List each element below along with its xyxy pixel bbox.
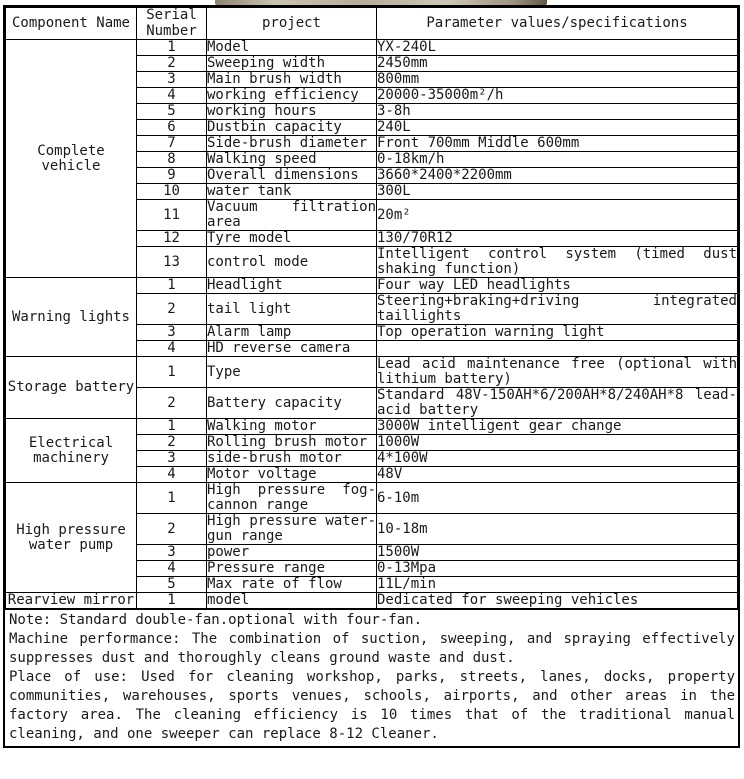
serial-number-cell: 2 bbox=[137, 56, 207, 72]
project-cell: water tank bbox=[207, 184, 377, 200]
notes-section bbox=[5, 609, 738, 746]
parameter-value-cell: 20m² bbox=[377, 200, 738, 231]
serial-number-cell: 2 bbox=[137, 514, 207, 545]
spec-row bbox=[6, 483, 738, 514]
project-cell: Max rate of flow bbox=[207, 577, 377, 593]
serial-number-cell: 8 bbox=[137, 152, 207, 168]
project-cell: side-brush motor bbox=[207, 451, 377, 467]
note-machine-performance: Machine performance: The combination of suction, sweeping, and spraying effectively suppresses dust and thoroughly cleans ground waste and dust. bbox=[9, 631, 735, 666]
parameter-value-cell: 3660*2400*2200mm bbox=[377, 168, 738, 184]
serial-number-cell: 3 bbox=[137, 451, 207, 467]
project-cell: Walking motor bbox=[207, 419, 377, 435]
parameter-value-cell: 1000W bbox=[377, 435, 738, 451]
parameter-value-cell: Standard 48V-150AH*6/200AH*8/240AH*8 lead-acid battery bbox=[377, 387, 737, 418]
serial-number-cell: 1 bbox=[137, 483, 207, 514]
parameter-value-cell bbox=[377, 341, 738, 357]
parameter-value-cell: 0-13Mpa bbox=[377, 561, 738, 577]
parameter-value-cell: Four way LED headlights bbox=[377, 278, 738, 294]
specification-sheet bbox=[3, 5, 740, 748]
serial-number-cell: 1 bbox=[137, 593, 207, 609]
project-cell: Dustbin capacity bbox=[207, 120, 377, 136]
project-cell: working hours bbox=[207, 104, 377, 120]
project-cell: Type bbox=[207, 357, 377, 388]
parameter-value-cell: Front 700mm Middle 600mm bbox=[377, 136, 738, 152]
project-cell: High pressure water-gun range bbox=[207, 513, 376, 544]
project-cell: Pressure range bbox=[207, 561, 377, 577]
specification-table bbox=[5, 7, 738, 609]
serial-number-cell: 13 bbox=[137, 247, 207, 278]
project-cell: power bbox=[207, 545, 377, 561]
serial-number-cell: 10 bbox=[137, 184, 207, 200]
serial-number-cell: 4 bbox=[137, 341, 207, 357]
serial-number-cell: 3 bbox=[137, 545, 207, 561]
project-cell: Main brush width bbox=[207, 72, 377, 88]
spec-row bbox=[6, 593, 738, 609]
project-cell: Alarm lamp bbox=[207, 325, 377, 341]
parameter-value-cell: 130/70R12 bbox=[377, 231, 738, 247]
parameter-value-cell: 2450mm bbox=[377, 56, 738, 72]
header-parameter-values: Parameter values/specifications bbox=[377, 8, 738, 40]
serial-number-cell: 4 bbox=[137, 561, 207, 577]
project-cell: Overall dimensions bbox=[207, 168, 377, 184]
project-cell: Side-brush diameter bbox=[207, 136, 377, 152]
header-serial-number: Serial Number bbox=[137, 8, 207, 40]
spec-row bbox=[6, 419, 738, 435]
serial-number-cell: 11 bbox=[137, 200, 207, 231]
spec-row bbox=[6, 357, 738, 388]
project-cell: HD reverse camera bbox=[207, 341, 377, 357]
spec-table-body bbox=[6, 40, 738, 609]
parameter-value-cell: 4*100W bbox=[377, 451, 738, 467]
note-standard-fan: Note: Standard double-fan.optional with four-fan. bbox=[9, 612, 423, 628]
component-name-cell: Complete vehicle bbox=[6, 40, 137, 278]
serial-number-cell: 1 bbox=[137, 419, 207, 435]
parameter-value-cell: YX-240L bbox=[377, 40, 738, 56]
serial-number-cell: 5 bbox=[137, 104, 207, 120]
project-cell: High pressure fog-cannon range bbox=[207, 482, 376, 513]
project-cell: Model bbox=[207, 40, 377, 56]
project-cell: control mode bbox=[207, 247, 377, 278]
parameter-value-cell: 11L/min bbox=[377, 577, 738, 593]
component-name-cell: Electrical machinery bbox=[6, 419, 137, 483]
project-cell: Headlight bbox=[207, 278, 377, 294]
serial-number-cell: 12 bbox=[137, 231, 207, 247]
spec-row bbox=[6, 278, 738, 294]
serial-number-cell: 4 bbox=[137, 467, 207, 483]
parameter-value-cell: 3-8h bbox=[377, 104, 738, 120]
note-place-of-use: Place of use: Used for cleaning workshop, parks, streets, lanes, docks, property communities, warehouses, sports venues, schools, airports, and other areas in the factory area. The cleaning efficiency is 10 times that of the traditional manual cleaning, and one sweeper can replace 8-12 Cleaner. bbox=[9, 669, 735, 742]
serial-number-cell: 7 bbox=[137, 136, 207, 152]
parameter-value-cell: 10-18m bbox=[377, 514, 738, 545]
serial-number-cell: 1 bbox=[137, 278, 207, 294]
serial-number-cell: 2 bbox=[137, 294, 207, 325]
parameter-value-cell: 3000W intelligent gear change bbox=[377, 419, 738, 435]
header-row bbox=[6, 8, 738, 40]
serial-number-cell: 6 bbox=[137, 120, 207, 136]
component-name-cell: Rearview mirror bbox=[6, 593, 137, 609]
project-cell: Tyre model bbox=[207, 231, 377, 247]
header-project: project bbox=[207, 8, 377, 40]
parameter-value-cell: Top operation warning light bbox=[377, 325, 738, 341]
serial-number-cell: 1 bbox=[137, 40, 207, 56]
serial-number-cell: 2 bbox=[137, 388, 207, 419]
parameter-value-cell: Intelligent control system (timed dust shaking function) bbox=[377, 246, 737, 277]
serial-number-cell: 4 bbox=[137, 88, 207, 104]
project-cell: tail light bbox=[207, 294, 377, 325]
serial-number-cell: 3 bbox=[137, 72, 207, 88]
component-name-cell: High pressure water pump bbox=[6, 483, 137, 593]
serial-number-cell: 2 bbox=[137, 435, 207, 451]
parameter-value-cell: 48V bbox=[377, 467, 738, 483]
serial-number-cell: 3 bbox=[137, 325, 207, 341]
parameter-value-cell: 300L bbox=[377, 184, 738, 200]
component-name-cell: Storage battery bbox=[6, 357, 137, 419]
parameter-value-cell: 240L bbox=[377, 120, 738, 136]
parameter-value-cell: 6-10m bbox=[377, 483, 738, 514]
parameter-value-cell: 1500W bbox=[377, 545, 738, 561]
parameter-value-cell: 800mm bbox=[377, 72, 738, 88]
project-cell: Motor voltage bbox=[207, 467, 377, 483]
parameter-value-cell: 20000-35000m²/h bbox=[377, 88, 738, 104]
parameter-value-cell: Steering+braking+driving integrated taillights bbox=[377, 293, 737, 324]
parameter-value-cell: 0-18km/h bbox=[377, 152, 738, 168]
parameter-value-cell: Lead acid maintenance free (optional with lithium battery) bbox=[377, 356, 737, 387]
project-cell: Sweeping width bbox=[207, 56, 377, 72]
project-cell: Battery capacity bbox=[207, 388, 377, 419]
serial-number-cell: 5 bbox=[137, 577, 207, 593]
parameter-value-cell: Dedicated for sweeping vehicles bbox=[377, 593, 738, 609]
project-cell: working efficiency bbox=[207, 88, 377, 104]
project-cell: Rolling brush motor bbox=[207, 435, 377, 451]
header-component-name: Component Name bbox=[6, 8, 137, 40]
component-name-cell: Warning lights bbox=[6, 278, 137, 357]
serial-number-cell: 9 bbox=[137, 168, 207, 184]
serial-number-cell: 1 bbox=[137, 357, 207, 388]
spec-row bbox=[6, 40, 738, 56]
project-cell: Walking speed bbox=[207, 152, 377, 168]
project-cell: Vacuum filtration area bbox=[207, 199, 376, 230]
project-cell: model bbox=[207, 593, 377, 609]
